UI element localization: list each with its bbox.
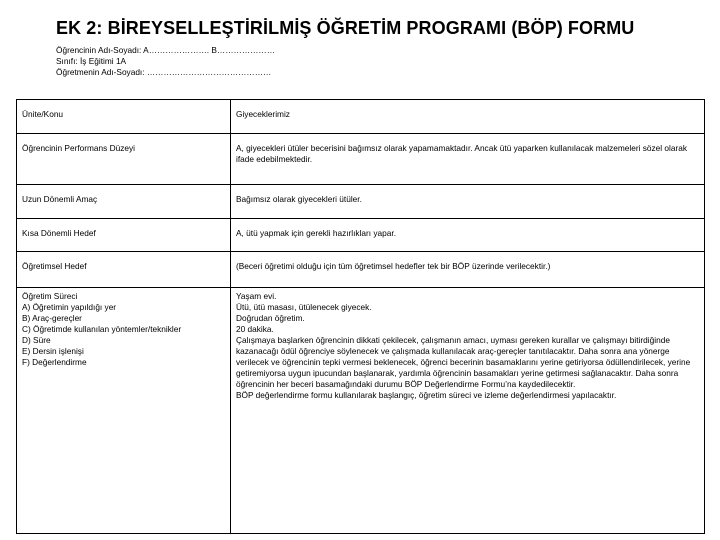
process-values (231, 288, 704, 401)
process-value-materials: Ütü, ütü masası, ütülenecek giyecek. (236, 302, 372, 312)
class-line: Sınıfı: İş Eğitimi 1A (56, 56, 127, 66)
process-value-methods: Doğrudan öğretim. (236, 313, 305, 323)
row-label-performance: Öğrencinin Performans Düzeyi (22, 143, 135, 153)
table-row (17, 288, 705, 534)
table-row (17, 252, 705, 288)
process-value-duration: 20 dakika. (236, 324, 274, 334)
process-label-lesson-flow: E) Dersin işlenişi (22, 346, 84, 356)
process-value-evaluation: BÖP değerlendirme formu kullanılarak başlangıç, öğretim süreci ve izleme değerlendirmesi yapılacaktır. (236, 390, 617, 400)
process-value-place: Yaşam evi. (236, 291, 277, 301)
row-value-short-term-goal: A, ütü yapmak için gerekli hazırlıkları yapar. (236, 228, 397, 238)
process-label-duration: D) Süre (22, 335, 51, 345)
process-label-evaluation: F) Değerlendirme (22, 357, 87, 367)
row-label-short-term-goal: Kısa Dönemli Hedef (22, 228, 96, 238)
row-value-instructional-goal: (Beceri öğretimi olduğu için tüm öğretimsel hedefler tek bir BÖP üzerinde verilecektir.) (236, 261, 551, 271)
process-label-place: A) Öğretimin yapıldığı yer (22, 302, 117, 312)
process-label-methods: C) Öğretimde kullanılan yöntemler/teknikler (22, 324, 182, 334)
student-name-line: Öğrencinin Adı-Soyadı: A…………………. B………………… (56, 45, 276, 55)
bop-table (16, 99, 705, 534)
row-value-unit: Giyeceklerimiz (236, 109, 290, 119)
row-label-long-term-goal: Uzun Dönemli Amaç (22, 194, 98, 204)
process-value-lesson-flow: Çalışmaya başlarken öğrencinin dikkati çekilecek, çalışmanın amacı, uyması gereken kurallar ve çalışmayı bitirdiğinde kazanacağı ödül öğrenciye söylenecek ve çalışmada kullanılacak araç-gereçler tanıtılacaktır. Daha sonra ana yönerge verilecek ve öğrencinin tepki vermesi beklenecek, öğrenci becerinin basamaklarını yerine getiriyorsa ödüllendirilecek, yerine getiremiyorsa uygun ipucundan başlanarak, yardımla öğrencinin basamakları yerine getirmesi sağlanacaktır. Daha sonra öğrencinin her beceri basamağındaki durumu BÖP Değerlendirme Formu’na kaydedilecektir. (236, 335, 691, 389)
form-title: EK 2: BİREYSELLEŞTİRİLMİŞ ÖĞRETİM PROGRAMI (BÖP) FORMU (56, 18, 635, 38)
row-value-long-term-goal: Bağımsız olarak giyecekleri ütüler. (236, 194, 362, 204)
row-value-performance: A, giyecekleri ütüler becerisini bağımsız olarak yapamamaktadır. Ancak ütü yaparken kullanılacak malzemeleri sözel olarak ifade edebilmektedir. (236, 143, 688, 164)
table-row (17, 134, 705, 185)
table-row (17, 185, 705, 219)
form-meta (56, 45, 275, 78)
row-label-instructional-goal: Öğretimsel Hedef (22, 261, 87, 271)
process-labels (17, 288, 230, 368)
row-label-unit: Ünite/Konu (22, 109, 64, 119)
teacher-name-line: Öğretmenin Adı-Soyadı: ……………………………………… (56, 67, 272, 77)
process-label-materials: B) Araç-gereçler (22, 313, 82, 323)
process-label-heading: Öğretim Süreci (22, 291, 78, 301)
table-row (17, 100, 705, 134)
table-row (17, 219, 705, 252)
